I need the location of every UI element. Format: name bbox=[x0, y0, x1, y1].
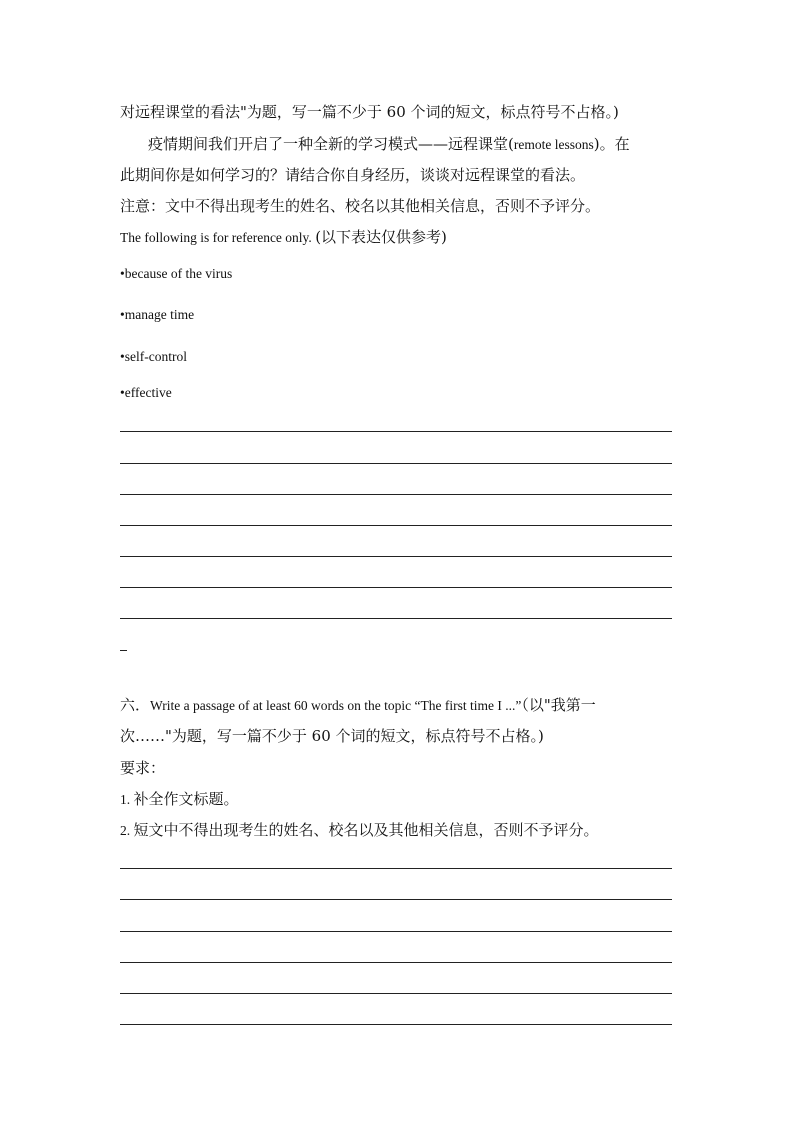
prompt-line-3: 此期间你是如何学习的？请结合你自身经历，谈谈对远程课堂的看法。 bbox=[120, 166, 586, 184]
writing-line[interactable] bbox=[120, 525, 672, 526]
requirement-1-number: 1. bbox=[120, 792, 134, 807]
writing-line[interactable] bbox=[120, 993, 672, 994]
writing-line[interactable] bbox=[120, 868, 672, 869]
section6-english-prompt: Write a passage of at least 60 words on the topic “The first time I ...” bbox=[150, 698, 522, 713]
section6-chinese-prompt: （以"我第一 bbox=[521, 696, 596, 714]
hint-item: •because of the virus bbox=[120, 266, 233, 281]
prompt-line-1: 对远程课堂的看法"为题，写一篇不少于 60 个词的短文，标点符号不占格。) bbox=[120, 103, 619, 121]
reference-english: The following is for reference only. bbox=[120, 230, 316, 245]
writing-line[interactable] bbox=[120, 431, 672, 432]
writing-line[interactable] bbox=[120, 463, 672, 464]
writing-line[interactable] bbox=[120, 556, 672, 557]
writing-line[interactable] bbox=[120, 899, 672, 900]
section6-question-line-2: 次……"为题，写一篇不少于 60 个词的短文，标点符号不占格。) bbox=[120, 727, 544, 745]
requirement-2 bbox=[120, 820, 599, 841]
prompt-line-2-text: 疫情期间我们开启了一种全新的学习模式——远程课堂( bbox=[148, 135, 514, 153]
short-writing-line[interactable] bbox=[120, 650, 127, 651]
section6-question-line-1 bbox=[120, 695, 596, 716]
requirement-2-number: 2. bbox=[120, 823, 134, 838]
requirement-2-text: 短文中不得出现考生的姓名、校名以及其他相关信息，否则不予评分。 bbox=[133, 821, 599, 839]
writing-line[interactable] bbox=[120, 1024, 672, 1025]
hint-item: •manage time bbox=[120, 307, 195, 322]
reference-chinese: (以下表达仅供参考) bbox=[315, 228, 447, 246]
writing-line[interactable] bbox=[120, 962, 672, 963]
notice-line: 注意：文中不得出现考生的姓名、校名以其他相关信息，否则不予评分。 bbox=[120, 197, 601, 215]
writing-line[interactable] bbox=[120, 618, 672, 619]
hint-item: •effective bbox=[120, 385, 172, 400]
remote-lessons-term: remote lessons bbox=[513, 137, 594, 152]
reference-line bbox=[120, 227, 447, 248]
writing-line[interactable] bbox=[120, 494, 672, 495]
requirements-label: 要求： bbox=[120, 759, 166, 777]
writing-line[interactable] bbox=[120, 587, 672, 588]
requirement-1-text: 补全作文标题。 bbox=[133, 790, 239, 808]
prompt-line-2 bbox=[148, 134, 630, 155]
section6-number: 六． bbox=[120, 696, 151, 714]
prompt-line-2-end: )。在 bbox=[593, 135, 630, 153]
requirement-1 bbox=[120, 789, 239, 810]
writing-line[interactable] bbox=[120, 931, 672, 932]
hint-item: •self-control bbox=[120, 349, 187, 364]
